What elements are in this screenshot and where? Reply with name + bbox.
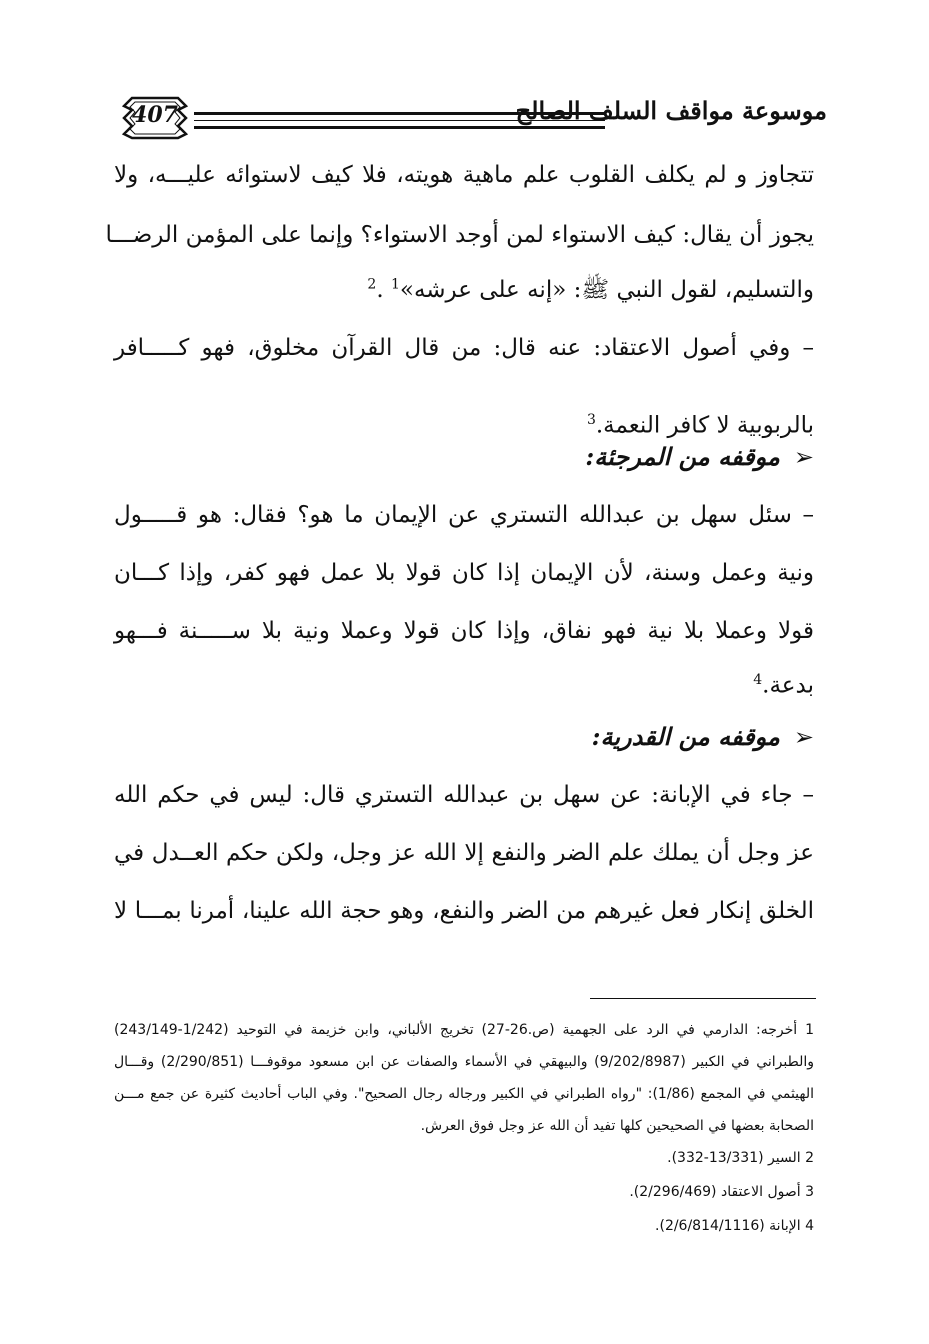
- footnote-ref: 1: [390, 276, 400, 293]
- body-line: ونية وعمل وسنة، لأن الإيمان إذا كان قولا بلا عمل فهو كفر، وإذا كـــان: [114, 560, 814, 586]
- footnote-line: [114, 1184, 814, 1200]
- body-line: [114, 412, 814, 439]
- footnote-number: 1: [805, 1022, 814, 1038]
- footnote-separator: [590, 998, 816, 999]
- footnote-ref: 3: [586, 412, 596, 428]
- footnote-line: [114, 1022, 814, 1038]
- footnote-text: أخرجه: الدارمي في الرد على الجهمية (ص.26-27) تخريج الألباني، وابن خزيمة في التوحيد (1/242-243/149): [114, 1022, 798, 1038]
- section-heading: [114, 442, 814, 471]
- footnote-line: [114, 1150, 814, 1166]
- body-line: الخلق إنكار فعل غيرهم من الضر والنفع، وهو حجة الله علينا، أمرنا بمـــا لا: [114, 898, 814, 924]
- section-heading-text: موقفه من المرجئة:: [585, 442, 780, 471]
- footnote-line: والطبراني في الكبير (9/202/8987) والبيهقي في الأسماء والصفات عن ابن مسعود موقوفـــا (2/290/851) وقـــال: [114, 1054, 815, 1070]
- series-title: موسوعة مواقف السلف الصالح: [515, 96, 827, 125]
- section-heading: [114, 722, 814, 751]
- page-header: [112, 86, 827, 152]
- page-number-badge: [120, 94, 190, 142]
- body-line-text: والتسليم، لقول النبي ﷺ: «إنه على عرشه»: [399, 277, 814, 303]
- footnote-text: السير (13/331-332).: [667, 1150, 801, 1166]
- footnote-ref: 4: [753, 672, 763, 688]
- body-line: [114, 672, 814, 699]
- body-line: يجوز أن يقال: كيف الاستواء لمن أوجد الاستواء؟ وإنما على المؤمن الرضـــا: [105, 222, 814, 248]
- body-line: تتجاوز و لم يكلف القلوب علم ماهية هويته، فلا كيف لاستوائه عليـــه، ولا: [114, 162, 814, 188]
- footnote-text: أصول الاعتقاد (2/296/469).: [629, 1184, 801, 1200]
- footnote-line: الهيثمي في المجمع (1/86): "رواه الطبراني في الكبير ورجاله رجال الصحيح". وفي الباب أحاديث كثيرة عن جمع مـــن: [114, 1086, 815, 1102]
- arrow-bullet-icon: ➢: [793, 723, 814, 751]
- footnote-number: 3: [805, 1184, 814, 1200]
- body-line-text: بدعة.: [762, 672, 814, 699]
- footnote-ref: 2: [367, 276, 377, 293]
- body-line: عز وجل أن يملك علم الضر والنفع إلا الله عز وجل، ولكن حكم العــدل في: [114, 840, 814, 866]
- section-heading-text: موقفه من القدرية:: [591, 722, 780, 751]
- body-line: [114, 275, 814, 309]
- page-number: 407: [132, 102, 178, 128]
- footnote-text: الإبانة (2/6/814/1116).: [655, 1218, 801, 1234]
- footnote-ref-tail: .: [376, 277, 384, 303]
- footnote-number: 4: [805, 1218, 814, 1234]
- body-line: – سئل سهل بن عبدالله التستري عن الإيمان ما هو؟ فقال: هو قـــــول: [114, 502, 814, 528]
- body-line-text: بالربوبية لا كافر النعمة.: [595, 412, 814, 439]
- footnote-line: [114, 1218, 814, 1234]
- header-rule: [194, 126, 605, 129]
- body-line: – جاء في الإبانة: عن سهل بن عبدالله التستري قال: ليس في حكم الله: [114, 782, 814, 808]
- footnote-line: الصحابة بعضها في الصحيحين كلها تفيد أن الله عز وجل فوق العرش.: [420, 1118, 814, 1134]
- arrow-bullet-icon: ➢: [793, 443, 814, 471]
- footnote-number: 2: [805, 1150, 814, 1166]
- body-line: قولا وعملا بلا نية فهو نفاق، وإذا كان قولا وعملا ونية بلا ســـــنة فـــهو: [114, 618, 814, 644]
- body-line: – وفي أصول الاعتقاد: عنه قال: من قال القرآن مخلوق، فهو كـــــافر: [114, 335, 814, 361]
